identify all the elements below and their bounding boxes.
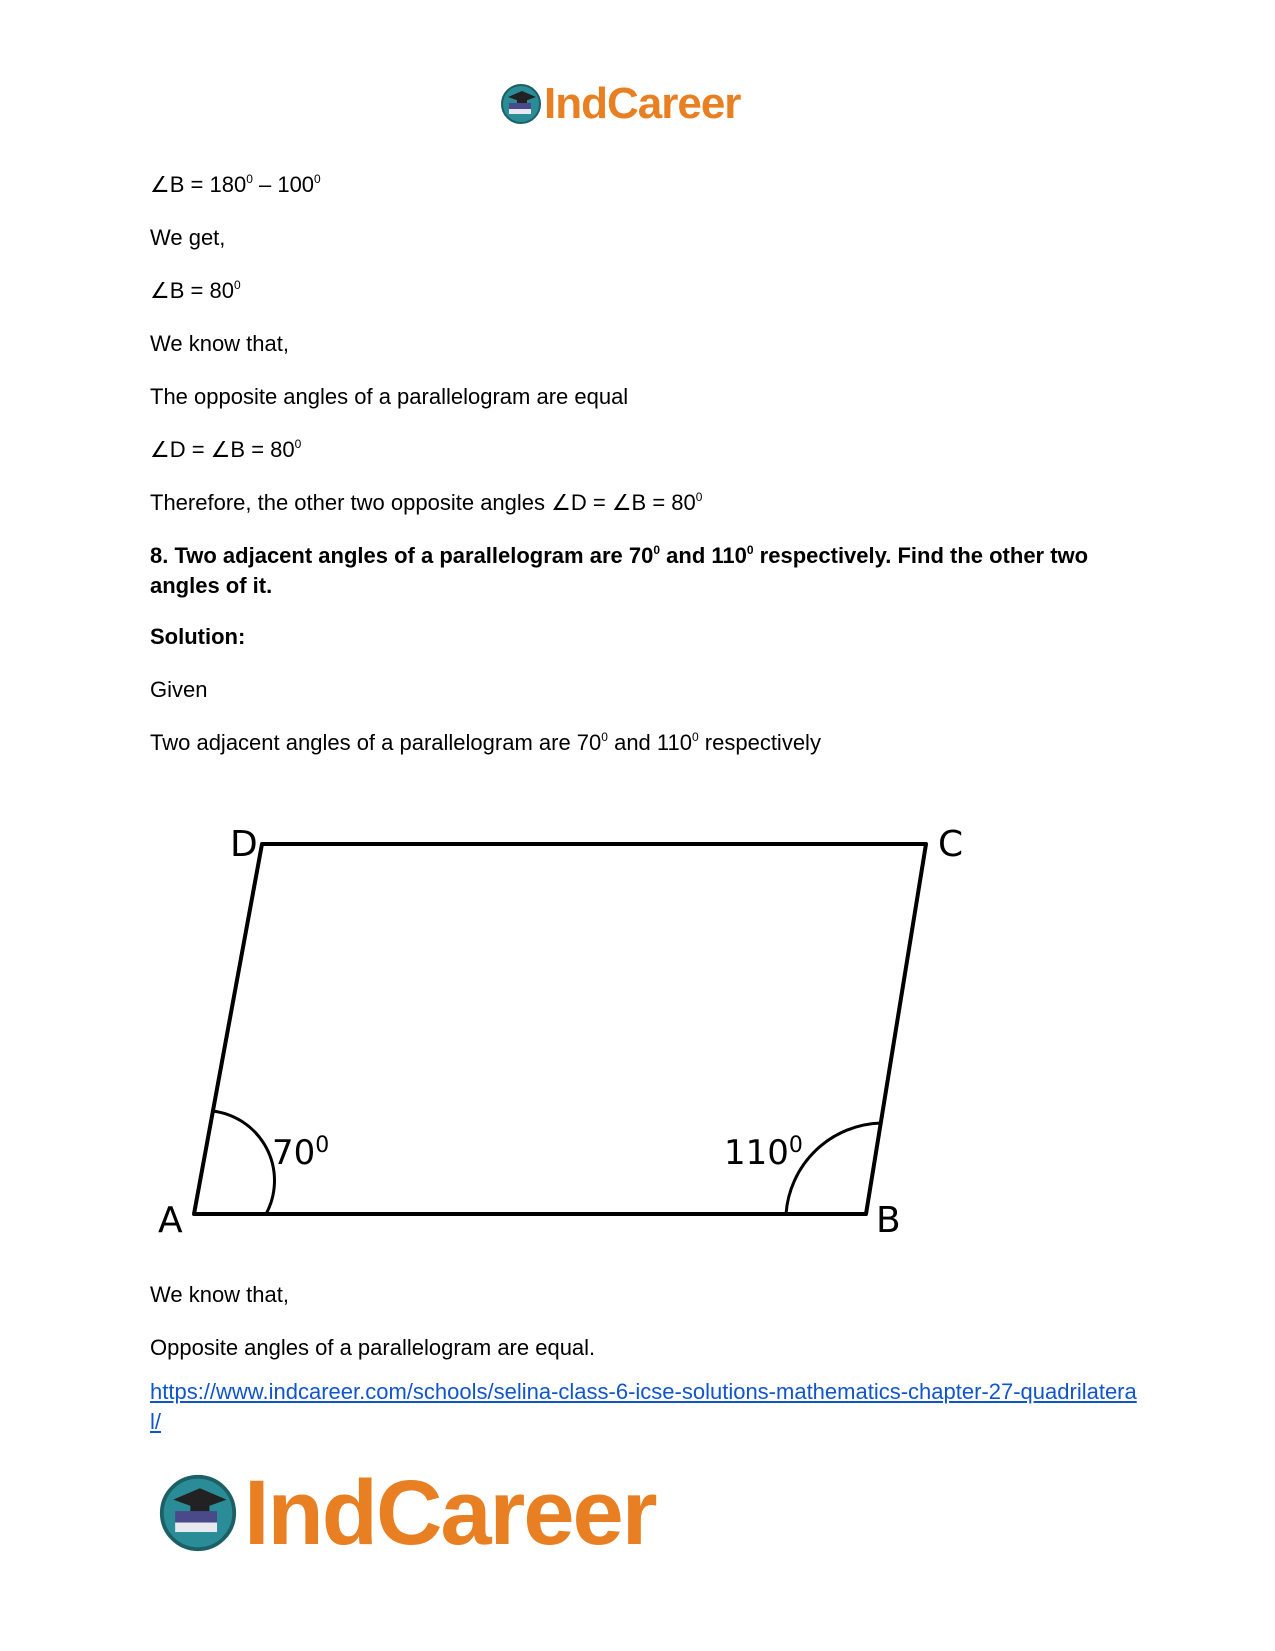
angle-label-b [724,1133,803,1173]
angle-arc-a [212,1111,274,1214]
text-line: The opposite angles of a parallelogram are equal [150,384,629,409]
text-segment: and 110 [660,543,747,568]
logo-text: IndCareer [244,1461,656,1564]
superscript: 0 [233,278,241,292]
globe-icon [500,83,542,125]
text-line: Opposite angles of a parallelogram are equal. [150,1335,596,1360]
superscript: 0 [601,730,608,744]
text-segment: ∠D = ∠B = 80 [150,437,295,462]
globe-icon [158,1473,238,1553]
equation-line [150,435,301,465]
vertex-label-b: B [876,1200,901,1241]
text-line: We know that, [150,331,289,356]
superscript: 0 [695,490,703,504]
text-segment: and 110 [607,730,692,755]
logo-text: IndCareer [544,79,741,128]
text-segment: ∠B = 180 [150,172,247,197]
vertex-label-d: D [230,824,258,865]
text-segment: respectively [698,730,821,755]
text-segment: respectively. Find the other two angles of it. [150,543,1089,598]
superscript: 0 [746,543,754,557]
text-line: We know that, [150,1282,289,1307]
superscript: 0 [314,172,321,186]
equation-line [150,170,321,200]
text-segment: ∠B = 80 [150,278,234,303]
superscript: 0 [653,543,661,557]
text-segment: – 100 [252,172,315,197]
superscript: 0 [246,172,253,186]
parallelogram-figure [150,818,970,1258]
conclusion-line [150,488,702,518]
source-link[interactable]: https://www.indcareer.com/schools/selina-class-6-icse-solutions-mathematics-chapter-27-quadrilateral/ [150,1379,1137,1434]
angle-label-a [272,1133,329,1173]
given-label: Given [150,677,208,702]
vertex-label-c: C [938,824,964,865]
superscript: 0 [294,437,302,451]
angle-value: 110 [724,1133,789,1173]
text-segment: 8. Two adjacent angles of a parallelogram are 70 [150,543,654,568]
angle-degree: 0 [788,1133,803,1158]
vertex-label-a: A [158,1200,183,1241]
equation-line [150,276,241,306]
solution-label: Solution: [150,624,246,649]
angle-value: 70 [272,1133,316,1173]
text-line: We get, [150,225,226,250]
header-logo [500,76,740,132]
angle-degree: 0 [315,1133,330,1158]
given-text [150,728,821,758]
superscript: 0 [691,730,699,744]
text-segment: Two adjacent angles of a parallelogram are 70 [150,730,602,755]
text-segment: Therefore, the other two opposite angles ∠D = ∠B = 80 [150,490,696,515]
question-heading [150,541,1110,601]
footer-logo [158,1461,656,1564]
